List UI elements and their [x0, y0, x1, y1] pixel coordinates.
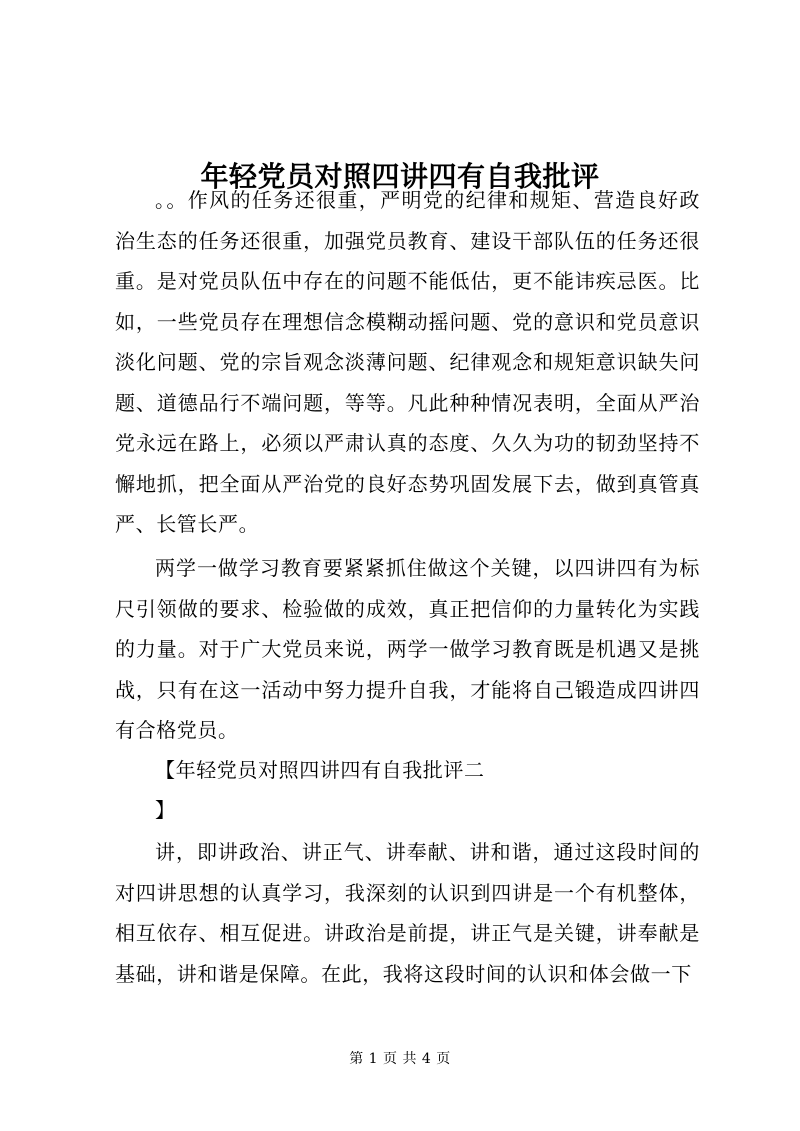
page-footer: 第 1 页 共 4 页 [349, 1051, 451, 1067]
section-heading-close: 】 [155, 798, 176, 822]
section-heading: 【年轻党员对照四讲四有自我批评二 [155, 758, 485, 782]
paragraph-2: 两学一做学习教育要紧紧抓住做这个关键，以四讲四有为标尺引领做的要求、检验做的成效，真正把信仰的力量转化为实践的力量。对于广大党员来说，两学一做学习教育既是机遇又是挑战，只有在这一活动中努力提升自我，才能将自己锻造成四讲四有合格党员。 [115, 556, 700, 742]
document-title: 年轻党员对照四讲四有自我批评 [200, 159, 600, 193]
paragraph-1: 。。作风的任务还很重，严明党的纪律和规矩、营造良好政治生态的任务还很重，加强党员教育、建设干部队伍的任务还很重。是对党员队伍中存在的问题不能低估，更不能讳疾忌医。比如，一些党员存在理想信念模糊动摇问题、党的意识和党员意识淡化问题、党的宗旨观念淡薄问题、纪律观念和规矩意识缺失问题、道德品行不端问题，等等。凡此种种情况表明，全面从严治党永远在路上，必须以严肃认真的态度、久久为功的韧劲坚持不懈地抓，把全面从严治党的良好态势巩固发展下去，做到真管真严、长管长严。 [115, 188, 700, 536]
paragraph-3: 讲，即讲政治、讲正气、讲奉献、讲和谐，通过这段时间的对四讲思想的认真学习，我深刻的认识到四讲是一个有机整体，相互依存、相互促进。讲政治是前提，讲正气是关键，讲奉献是基础，讲和谐是保障。在此，我将这段时间的认识和体会做一下 [115, 840, 700, 986]
